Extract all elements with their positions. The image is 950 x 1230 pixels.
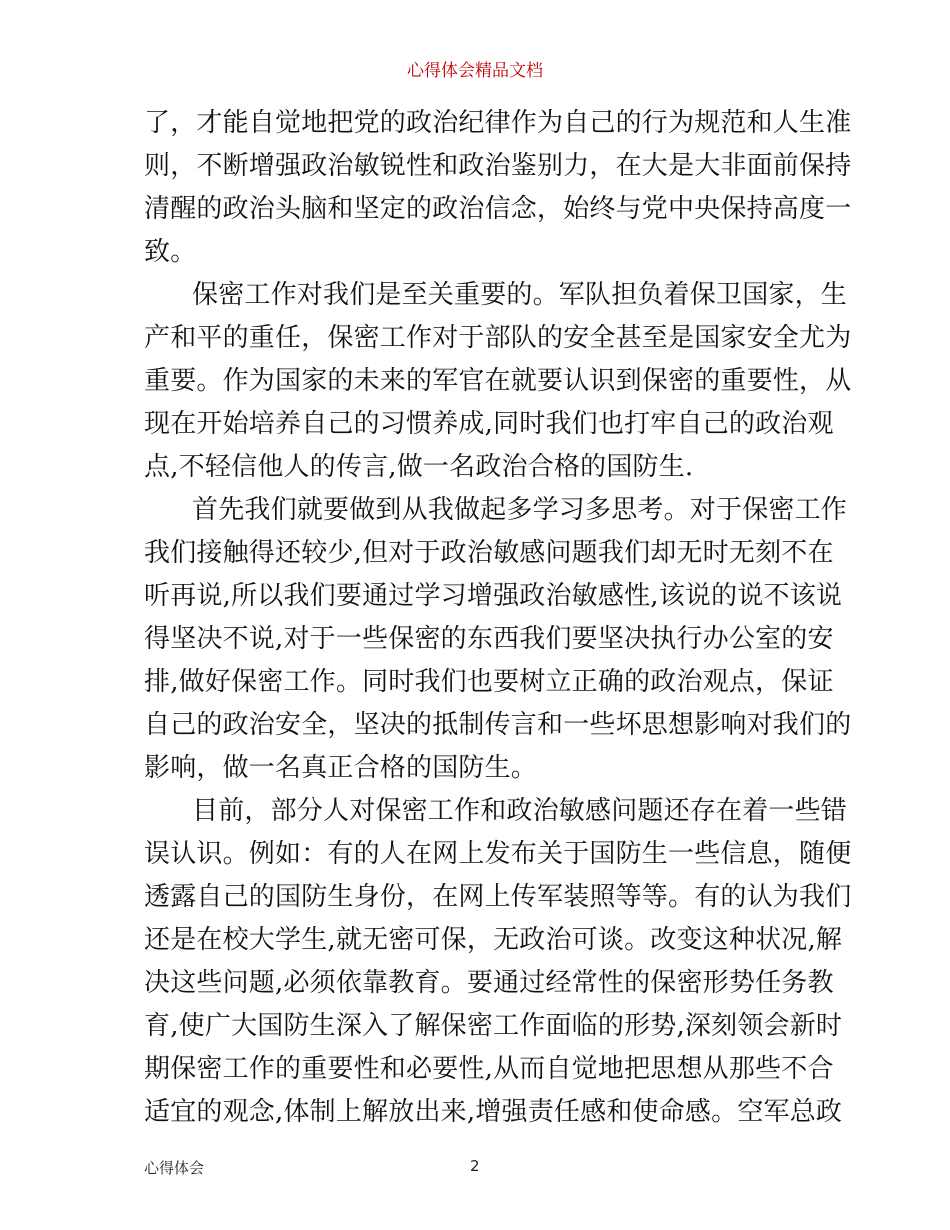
text-line: 重要。作为国家的未来的军官在就要认识到保密的重要性，从	[144, 366, 852, 396]
text-line: 致。	[144, 237, 197, 267]
text-line: 还是在校大学生,就无密可保，无政治可谈。改变这种状况,解	[144, 925, 843, 955]
text-line: 产和平的重任，保密工作对于部队的安全甚至是国家安全尤为	[144, 323, 852, 353]
paragraph-start-line: 保密工作对我们是至关重要的。军队担负着保卫国家，生	[192, 280, 848, 310]
document-body	[144, 102, 852, 1134]
text-line: 点,不轻信他人的传言,做一名政治合格的国防生.	[144, 452, 694, 482]
text-line: 我们接触得还较少,但对于政治敏感问题我们却无时无刻不在	[144, 538, 834, 568]
text-line: 误认识。例如：有的人在网上发布关于国防生一些信息，随便	[144, 839, 852, 869]
text-line: 了，才能自觉地把党的政治纪律作为自己的行为规范和人生准	[144, 108, 852, 138]
paragraph-start-line: 目前，部分人对保密工作和政治敏感问题还存在着一些错	[192, 796, 848, 826]
text-line: 得坚决不说,对于一些保密的东西我们要坚决执行办公室的安	[144, 624, 834, 654]
text-line: 透露自己的国防生身份，在网上传军装照等等。有的认为我们	[144, 882, 852, 912]
text-line: 适宜的观念,体制上解放出来,增强责任感和使命感。空军总政	[144, 1097, 843, 1127]
paragraph-start-line: 首先我们就要做到从我做起多学习多思考。对于保密工作	[192, 495, 848, 525]
text-line: 决这些问题,必须依靠教育。要通过经常性的保密形势任务教	[144, 968, 834, 998]
text-line: 期保密工作的重要性和必要性,从而自觉地把思想从那些不合	[144, 1054, 834, 1084]
text-line: 育,使广大国防生深入了解保密工作面临的形势,深刻领会新时	[144, 1011, 843, 1041]
text-line: 听再说,所以我们要通过学习增强政治敏感性,该说的说不该说	[144, 581, 843, 611]
text-line: 影响，做一名真正合格的国防生。	[144, 753, 538, 783]
text-line: 自己的政治安全，坚决的抵制传言和一些坏思想影响对我们的	[144, 710, 852, 740]
document-header-title: 心得体会精品文档	[407, 61, 543, 81]
page-number: 2	[470, 1157, 480, 1175]
text-line: 则，不断增强政治敏锐性和政治鉴别力，在大是大非面前保持	[144, 151, 852, 181]
text-line: 清醒的政治头脑和坚定的政治信念，始终与党中央保持高度一	[144, 194, 852, 224]
text-line: 现在开始培养自己的习惯养成,同时我们也打牢自己的政治观	[144, 409, 834, 439]
text-line: 排,做好保密工作。同时我们也要树立正确的政治观点，保证	[144, 667, 834, 697]
footer-label: 心得体会	[144, 1159, 205, 1177]
